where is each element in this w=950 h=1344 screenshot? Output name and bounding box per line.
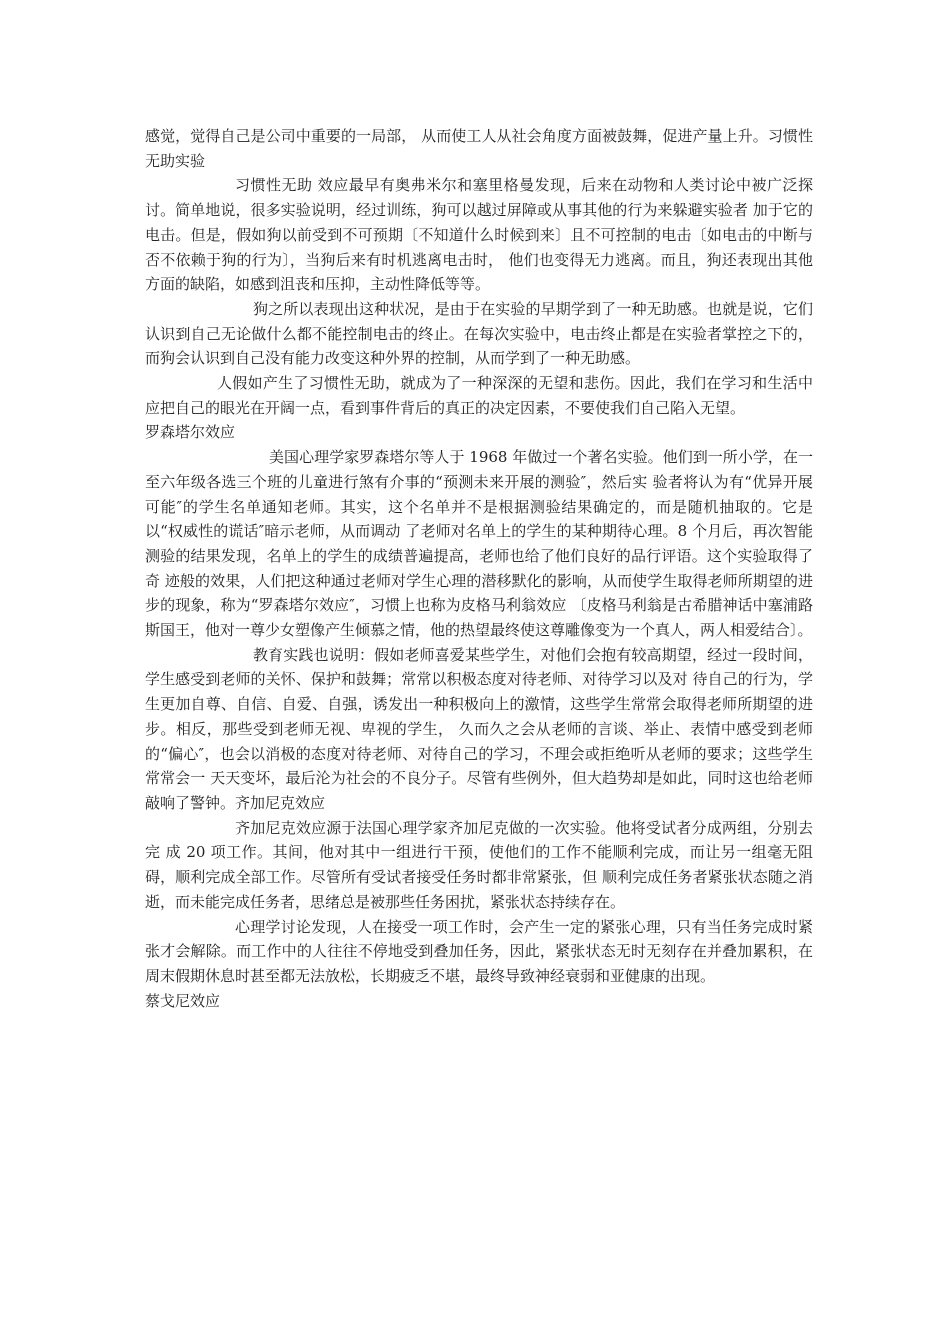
document-page [145,124,813,1013]
paragraph-intro: 感觉，觉得自己是公司中重要的一局部， 从而使工人从社会角度方面被鼓舞，促进产量上升。习惯性无助实验 [145,127,813,170]
paragraph-zeigarnik-experiment: 齐加尼克效应源于法国心理学家齐加尼克做的一次实验。他将受试者分成两组，分别去完 成 20 项工作。其间，他对其中一组进行干预，使他们的工作不能顺利完成，而让另一组毫无阻碍，顺利完成全部工作。尽管所有受试者接受任务时都非常紧张，但 顺利完成任务者紧张状态随之消逝，而未能完成任务者，思绪总是被那些任务困扰，紧张状态持续存在。 [145,818,813,911]
section-heading-zeigarnik: 蔡戈尼效应 [145,991,221,1010]
section-heading-rosenthal: 罗森塔尔效应 [145,423,236,442]
paragraph-education-practice: 教育实践也说明：假如老师喜爱某些学生，对他们会抱有较高期望，经过一段时间，学生感受到老师的关怀、保护和鼓舞；常常以积极态度对待老师、对待学习以及对 待自己的行为，学生更加自尊、自信、自爱、自强，诱发出一种积极向上的激情，这些学生常常会取得老师所期望的进步。相反，那些受到老师无视、卑视的学生， 久而久之会从老师的言谈、举止、表情中感受到老师的“偏心″，也会以消极的态度对待老师、对待自己的学习，不理会或拒绝听从老师的要求；这些学生常常会一 天天变坏，最后沦为社会的不良分子。尽管有些例外，但大趋势却是如此，同时这也给老师敲响了警钟。齐加尼克效应 [145,645,813,812]
paragraph-helplessness-definition: 习惯性无助 效应最早有奥弗米尔和塞里格曼发现，后来在动物和人类讨论中被广泛探讨。简单地说，很多实验说明，经过训练，狗可以越过屏障或从事其他的行为来躲避实验者 加于它的电击。但是，假如狗以前受到不可预期〔不知道什么时候到来〕且不可控制的电击〔如电击的中断与否不依赖于狗的行为〕，当狗后来有时机逃离电击时， 他们也变得无力逃离。而且，狗还表现出其他方面的缺陷，如感到沮丧和压抑，主动性降低等等。 [145,176,813,294]
paragraph-rosenthal-experiment: 美国心理学家罗森塔尔等人于 1968 年做过一个著名实验。他们到一所小学，在一至六年级各选三个班的儿童进行煞有介事的“预测未来开展的测验″，然后实 验者将认为有“优异开展可能″的学生名单通知老师。其实，这个名单并不是根据测验结果确定的，而是随机抽取的。它是以“权威性的谎话″暗示老师，从而调动 了老师对名单上的学生的某种期待心理。8 个月后，再次智能测验的结果发现，名单上的学生的成绩普遍提高，老师也给了他们良好的品行评语。这个实验取得了奇 迹般的效果，人们把这种通过老师对学生心理的潜移默化的影响，从而使学生取得老师所期望的进步的现象，称为“罗森塔尔效应″，习惯上也称为皮格马利翁效应 〔皮格马利翁是古希腊神话中塞浦路斯国王，他对一尊少女塑像产生倾慕之情，他的热望最终使这尊雕像变为一个真人，两人相爱结合〕。 [145,448,813,640]
paragraph-zeigarnik-research: 心理学讨论发现，人在接受一项工作时，会产生一定的紧张心理，只有当任务完成时紧张才会解除。而工作中的人往往不停地受到叠加任务，因此，紧张状态无时无刻存在并叠加累积，在周末假期休息时甚至都无法放松，长期疲乏不堪，最终导致神经衰弱和亚健康的出现。 [145,917,813,985]
paragraph-helplessness-advice: 人假如产生了习惯性无助，就成为了一种深深的无望和悲伤。因此，我们在学习和生活中应把自己的眼光在开阔一点，看到事件背后的真正的决定因素，不要使我们自己陷入无望。 [145,374,813,417]
paragraph-helplessness-cause: 狗之所以表现出这种状况，是由于在实验的早期学到了一种无助感。也就是说，它们认识到自己无论做什么都不能控制电击的终止。在每次实验中，电击终止都是在实验者掌控之下的，而狗会认识到自己没有能力改变这种外界的控制，从而学到了一种无助感。 [145,299,813,368]
